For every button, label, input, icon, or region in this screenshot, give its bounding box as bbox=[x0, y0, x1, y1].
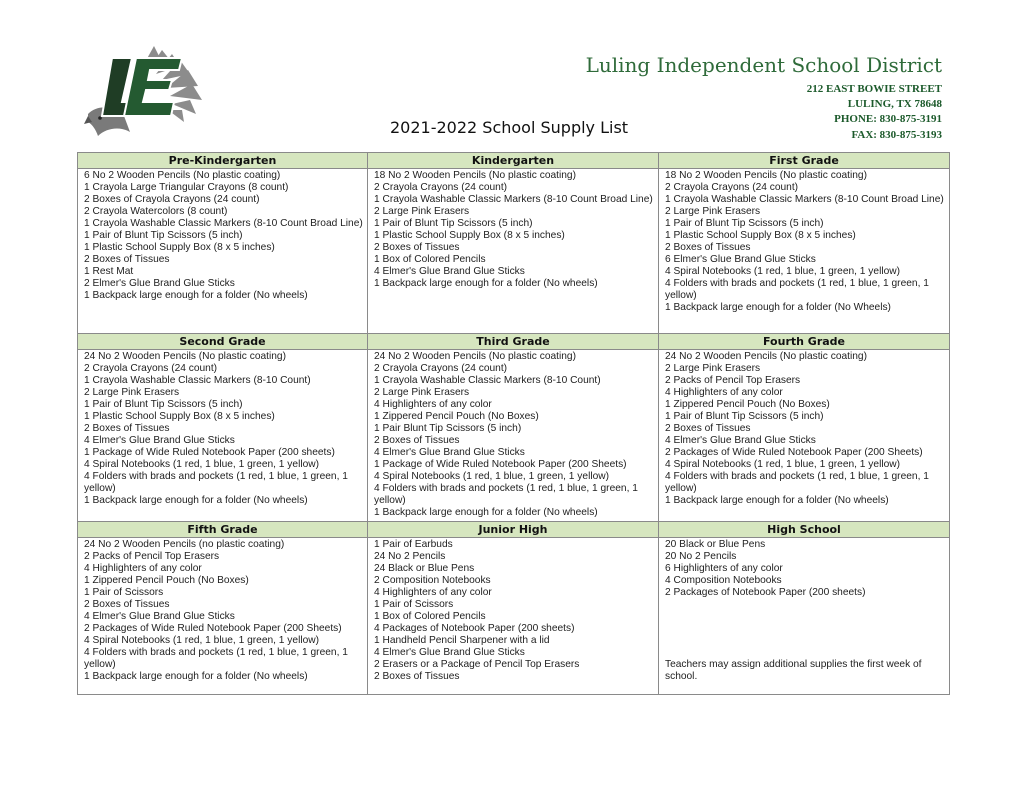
supply-item: 1 Crayola Washable Classic Markers (8-10 Count Broad Line) bbox=[84, 218, 363, 229]
supply-item: 1 Backpack large enough for a folder (No wheels) bbox=[374, 278, 598, 289]
supply-item: 4 Spiral Notebooks (1 red, 1 blue, 1 green, 1 yellow) bbox=[374, 471, 610, 482]
grade-supply-list bbox=[368, 169, 659, 334]
supply-item: 1 Crayola Washable Classic Markers (8-10 Count) bbox=[84, 375, 311, 386]
supply-item: 2 Boxes of Tissues bbox=[84, 599, 170, 610]
supply-item: 2 Large Pink Erasers bbox=[374, 206, 470, 217]
supply-item: 4 Spiral Notebooks (1 red, 1 blue, 1 green, 1 yellow) bbox=[665, 459, 901, 470]
supply-item: 1 Backpack large enough for a folder (No wheels) bbox=[84, 495, 308, 506]
supply-item: 2 Large Pink Erasers bbox=[665, 206, 761, 217]
grade-supply-list bbox=[78, 169, 368, 334]
supply-item: 4 Highlighters of any color bbox=[84, 563, 202, 574]
supply-item: 1 Box of Colored Pencils bbox=[374, 254, 486, 265]
supply-item: 1 Pair of Blunt Tip Scissors (5 inch) bbox=[84, 230, 243, 241]
supply-item: 1 Zippered Pencil Pouch (No Boxes) bbox=[374, 411, 539, 422]
supply-item: 4 Highlighters of any color bbox=[374, 587, 492, 598]
supply-item: 4 Folders with brads and pockets (1 red, 1 blue, 1 green, 1 yellow) bbox=[665, 471, 929, 494]
grade-header: Pre-Kindergarten bbox=[78, 153, 368, 169]
supply-item: 1 Pair of Blunt Tip Scissors (5 inch) bbox=[374, 218, 533, 229]
supply-item: 2 Boxes of Tissues bbox=[374, 435, 460, 446]
supply-item: 24 Black or Blue Pens bbox=[374, 563, 475, 574]
supply-item: 4 Spiral Notebooks (1 red, 1 blue, 1 green, 1 yellow) bbox=[84, 459, 320, 470]
supply-item: 4 Folders with brads and pockets (1 red, 1 blue, 1 green, 1 yellow) bbox=[84, 647, 348, 670]
supply-item: 1 Crayola Washable Classic Markers (8-10 Count) bbox=[374, 375, 601, 386]
grade-supply-list bbox=[78, 350, 368, 522]
phone-number: PHONE: 830-875-3191 bbox=[834, 113, 942, 125]
supply-item: 24 No 2 Wooden Pencils (No plastic coating) bbox=[665, 351, 867, 362]
supply-item: 24 No 2 Wooden Pencils (no plastic coating) bbox=[84, 539, 285, 550]
supply-item: 1 Box of Colored Pencils bbox=[374, 611, 486, 622]
supply-item: 6 Elmer's Glue Brand Glue Sticks bbox=[665, 254, 816, 265]
supply-item: 1 Pair of Scissors bbox=[84, 587, 164, 598]
supply-item: 1 Handheld Pencil Sharpener with a lid bbox=[374, 635, 550, 646]
supply-item: 1 Package of Wide Ruled Notebook Paper (200 Sheets) bbox=[374, 459, 627, 470]
supply-item: 2 Packs of Pencil Top Erasers bbox=[665, 375, 801, 386]
supply-item: 2 Crayola Crayons (24 count) bbox=[374, 363, 508, 374]
supply-item: 6 Highlighters of any color bbox=[665, 563, 783, 574]
grade-header: Fifth Grade bbox=[78, 522, 368, 538]
city-state-zip: LULING, TX 78648 bbox=[847, 98, 942, 110]
grade-header-row bbox=[78, 522, 950, 538]
grade-header: Fourth Grade bbox=[659, 334, 950, 350]
supply-item: 1 Crayola Washable Classic Markers (8-10 Count Broad Line) bbox=[665, 194, 944, 205]
supply-item: 6 No 2 Wooden Pencils (No plastic coating) bbox=[84, 170, 281, 181]
supply-item: 2 Crayola Crayons (24 count) bbox=[84, 363, 218, 374]
street-address: 212 EAST BOWIE STREET bbox=[806, 83, 942, 95]
supply-item: 1 Crayola Washable Classic Markers (8-10 Count Broad Line) bbox=[374, 194, 653, 205]
supply-item: 1 Plastic School Supply Box (8 x 5 inches) bbox=[84, 242, 275, 253]
grade-header: First Grade bbox=[659, 153, 950, 169]
supply-item: 4 Elmer's Glue Brand Glue Sticks bbox=[665, 435, 816, 446]
supply-item: 4 Folders with brads and pockets (1 red, 1 blue, 1 green, 1 yellow) bbox=[665, 278, 929, 301]
supply-row bbox=[78, 350, 950, 522]
supply-item: 2 Boxes of Tissues bbox=[665, 423, 751, 434]
grade-header: Kindergarten bbox=[368, 153, 659, 169]
grade-supply-list bbox=[368, 350, 659, 522]
supply-item: 4 Packages of Notebook Paper (200 sheets) bbox=[374, 623, 575, 634]
district-logo bbox=[84, 44, 210, 144]
supply-item: 2 Boxes of Crayola Crayons (24 count) bbox=[84, 194, 260, 205]
grade-header: Third Grade bbox=[368, 334, 659, 350]
fax-number: FAX: 830-875-3193 bbox=[851, 129, 942, 141]
supply-item: 1 Backpack large enough for a folder (No wheels) bbox=[665, 495, 889, 506]
supply-item: 2 Packages of Notebook Paper (200 sheets) bbox=[665, 587, 866, 598]
grade-header: Junior High bbox=[368, 522, 659, 538]
grade-supply-list bbox=[659, 538, 950, 695]
supply-item: 1 Plastic School Supply Box (8 x 5 inches) bbox=[665, 230, 856, 241]
supply-item: 20 Black or Blue Pens bbox=[665, 539, 766, 550]
grade-supply-list bbox=[78, 538, 368, 695]
grade-header: Second Grade bbox=[78, 334, 368, 350]
supply-item: 4 Folders with brads and pockets (1 red, 1 blue, 1 green, 1 yellow) bbox=[374, 483, 638, 506]
supply-item: 2 Erasers or a Package of Pencil Top Erasers bbox=[374, 659, 580, 670]
supply-item: 2 Crayola Crayons (24 count) bbox=[665, 182, 799, 193]
supply-item: 1 Zippered Pencil Pouch (No Boxes) bbox=[665, 399, 830, 410]
grade-supply-list bbox=[659, 169, 950, 334]
supply-item: 1 Backpack large enough for a folder (No wheels) bbox=[84, 671, 308, 682]
le-monogram-icon bbox=[102, 58, 182, 116]
supply-item: 4 Elmer's Glue Brand Glue Sticks bbox=[374, 266, 525, 277]
supply-item: 24 No 2 Wooden Pencils (No plastic coating) bbox=[84, 351, 286, 362]
supply-item: 1 Pair of Earbuds bbox=[374, 539, 453, 550]
supply-item: 2 Large Pink Erasers bbox=[84, 387, 180, 398]
grade-supply-list bbox=[659, 350, 950, 522]
grade-header-row bbox=[78, 153, 950, 169]
supply-item: 1 Rest Mat bbox=[84, 266, 134, 277]
supply-item: 4 Elmer's Glue Brand Glue Sticks bbox=[84, 611, 235, 622]
grade-header: High School bbox=[659, 522, 950, 538]
supply-item: 4 Elmer's Glue Brand Glue Sticks bbox=[374, 447, 525, 458]
supply-item: 1 Crayola Large Triangular Crayons (8 count) bbox=[84, 182, 289, 193]
supply-item: 2 Boxes of Tissues bbox=[374, 242, 460, 253]
supply-item: 4 Spiral Notebooks (1 red, 1 blue, 1 green, 1 yellow) bbox=[665, 266, 901, 277]
supply-table bbox=[77, 152, 950, 695]
supply-item: 1 Plastic School Supply Box (8 x 5 inches) bbox=[374, 230, 565, 241]
supply-item: 4 Elmer's Glue Brand Glue Sticks bbox=[84, 435, 235, 446]
supply-item: 24 No 2 Wooden Pencils (No plastic coating) bbox=[374, 351, 576, 362]
page-title: 2021-2022 School Supply List bbox=[390, 118, 629, 137]
grade-supply-list bbox=[368, 538, 659, 695]
supply-row bbox=[78, 169, 950, 334]
supply-item: 1 Backpack large enough for a folder (No wheels) bbox=[84, 290, 308, 301]
supply-item: 2 Crayola Crayons (24 count) bbox=[374, 182, 508, 193]
supply-item: 4 Composition Notebooks bbox=[665, 575, 782, 586]
supply-item: 1 Backpack large enough for a folder (No wheels) bbox=[374, 507, 598, 518]
supply-item: 2 Composition Notebooks bbox=[374, 575, 491, 586]
supply-item: 1 Pair of Blunt Tip Scissors (5 inch) bbox=[84, 399, 243, 410]
supply-item: 1 Pair of Blunt Tip Scissors (5 inch) bbox=[665, 411, 824, 422]
supply-item: 20 No 2 Pencils bbox=[665, 551, 737, 562]
supply-item: 1 Plastic School Supply Box (8 x 5 inches) bbox=[84, 411, 275, 422]
supply-item: 1 Pair of Scissors bbox=[374, 599, 454, 610]
supply-item: 4 Highlighters of any color bbox=[665, 387, 783, 398]
supply-item: 2 Packs of Pencil Top Erasers bbox=[84, 551, 220, 562]
supply-row bbox=[78, 538, 950, 695]
supply-item: 2 Packages of Wide Ruled Notebook Paper (200 Sheets) bbox=[84, 623, 342, 634]
supply-item: 4 Folders with brads and pockets (1 red, 1 blue, 1 green, 1 yellow) bbox=[84, 471, 348, 494]
supply-item: 4 Highlighters of any color bbox=[374, 399, 492, 410]
supply-item: 2 Elmer's Glue Brand Glue Sticks bbox=[84, 278, 235, 289]
supply-item: 2 Boxes of Tissues bbox=[374, 671, 460, 682]
supply-item: 1 Package of Wide Ruled Notebook Paper (200 sheets) bbox=[84, 447, 335, 458]
grade-header-row bbox=[78, 334, 950, 350]
supply-item: 2 Large Pink Erasers bbox=[374, 387, 470, 398]
supply-item: 1 Pair of Blunt Tip Scissors (5 inch) bbox=[665, 218, 824, 229]
supply-item: 2 Boxes of Tissues bbox=[84, 423, 170, 434]
supply-item: 24 No 2 Pencils bbox=[374, 551, 446, 562]
supply-item: 18 No 2 Wooden Pencils (No plastic coating) bbox=[665, 170, 867, 181]
supply-item: 2 Boxes of Tissues bbox=[84, 254, 170, 265]
teacher-note: Teachers may assign additional supplies the first week of school. bbox=[665, 659, 922, 682]
supply-item: 4 Spiral Notebooks (1 red, 1 blue, 1 green, 1 yellow) bbox=[84, 635, 320, 646]
supply-item: 2 Large Pink Erasers bbox=[665, 363, 761, 374]
supply-item: 1 Pair Blunt Tip Scissors (5 inch) bbox=[374, 423, 522, 434]
supply-item: 2 Crayola Watercolors (8 count) bbox=[84, 206, 228, 217]
supply-item: 18 No 2 Wooden Pencils (No plastic coating) bbox=[374, 170, 576, 181]
supply-item: 4 Elmer's Glue Brand Glue Sticks bbox=[374, 647, 525, 658]
supply-item: 2 Boxes of Tissues bbox=[665, 242, 751, 253]
supply-item: 1 Zippered Pencil Pouch (No Boxes) bbox=[84, 575, 249, 586]
supply-item: 2 Packages of Wide Ruled Notebook Paper (200 Sheets) bbox=[665, 447, 923, 458]
supply-item: 1 Backpack large enough for a folder (No Wheels) bbox=[665, 302, 891, 313]
district-name: Luling Independent School District bbox=[585, 53, 942, 77]
